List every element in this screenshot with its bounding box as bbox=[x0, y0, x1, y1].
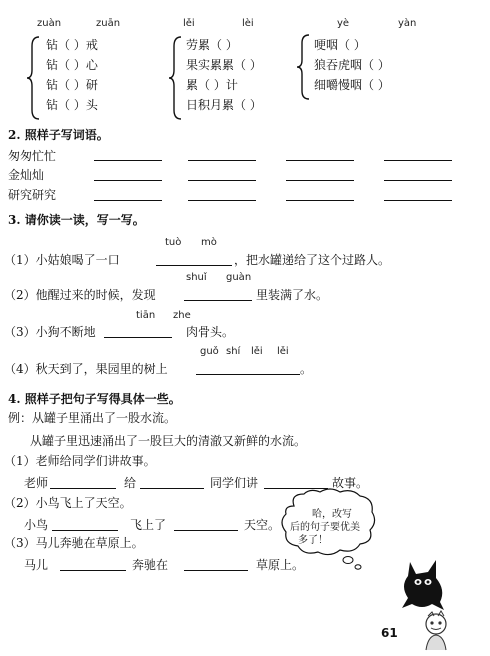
question-4-3: （3）马儿奔驰在草原上。 bbox=[4, 536, 144, 550]
example-word: 金灿灿 bbox=[8, 168, 45, 182]
question-3-1-start: （1）小姑娘喝了一口 bbox=[4, 253, 120, 267]
pinyin-shi: shí bbox=[226, 346, 241, 357]
fill-label: 故事。 bbox=[332, 476, 369, 490]
bubble-text: 哈，改写 bbox=[312, 509, 352, 520]
pinyin-guo: guǒ bbox=[200, 346, 219, 357]
group-lei-item: 日积月累（ ） bbox=[186, 98, 262, 112]
question-3-1-end: ，把水罐递给了这个过路人。 bbox=[234, 253, 391, 267]
brace-left-icon bbox=[296, 34, 312, 100]
cartoon-figure-icon bbox=[418, 610, 454, 652]
fill-label: 给 bbox=[124, 476, 137, 490]
bubble-text: 多了！ bbox=[298, 535, 328, 546]
answer-blank[interactable] bbox=[140, 488, 204, 489]
group-yan-item: 狼吞虎咽（ ） bbox=[314, 58, 390, 72]
word-blank[interactable] bbox=[94, 160, 162, 161]
brace-left-icon bbox=[168, 36, 184, 120]
fill-label: 草原上。 bbox=[256, 558, 305, 572]
fill-label: 天空。 bbox=[244, 518, 281, 532]
pinyin-ye: yè bbox=[337, 18, 350, 29]
word-blank[interactable] bbox=[384, 180, 452, 181]
question-3-3-start: （3）小狗不断地 bbox=[4, 325, 96, 339]
word-blank[interactable] bbox=[94, 200, 162, 201]
word-blank[interactable] bbox=[188, 180, 256, 181]
example-word: 研究研究 bbox=[8, 188, 57, 202]
brace-left-icon bbox=[26, 36, 42, 120]
question-3-4-end: 。 bbox=[300, 362, 313, 376]
pinyin-tian: tiān bbox=[136, 310, 156, 321]
pinyin-lei: lěi bbox=[277, 346, 289, 357]
group-yan-item: 哽咽（ ） bbox=[314, 38, 366, 52]
fill-label: 马儿 bbox=[24, 558, 49, 572]
word-blank[interactable] bbox=[286, 200, 354, 201]
cat-mascot-icon bbox=[396, 556, 452, 612]
pinyin-lei: lěi bbox=[251, 346, 263, 357]
pinyin-tuo: tuò bbox=[165, 237, 182, 248]
group-yan-item: 细嚼慢咽（ ） bbox=[314, 78, 390, 92]
question-3-2-start: （2）他醒过来的时候，发现 bbox=[4, 288, 156, 302]
section-3-title: 3. 请你读一读，写一写。 bbox=[8, 213, 145, 227]
word-blank[interactable] bbox=[286, 180, 354, 181]
fill-label: 飞上了 bbox=[130, 518, 167, 532]
group-lei-item: 劳累（ ） bbox=[186, 38, 238, 52]
pinyin-zhe: zhe bbox=[173, 310, 191, 321]
word-blank[interactable] bbox=[286, 160, 354, 161]
group-lei-item: 累（ ）计 bbox=[186, 78, 238, 92]
word-blank[interactable] bbox=[94, 180, 162, 181]
pinyin-mo: mò bbox=[201, 237, 217, 248]
word-blank[interactable] bbox=[188, 200, 256, 201]
answer-blank[interactable] bbox=[52, 530, 118, 531]
group-zuan-item: 钻（ ）戒 bbox=[46, 38, 98, 52]
pinyin-zuan4: zuàn bbox=[37, 18, 62, 29]
answer-blank[interactable] bbox=[60, 570, 126, 571]
group-zuan-item: 钻（ ）研 bbox=[46, 78, 98, 92]
word-blank[interactable] bbox=[384, 160, 452, 161]
answer-blank[interactable] bbox=[50, 488, 116, 489]
pinyin-guan: guàn bbox=[226, 272, 252, 283]
bubble-text: 后的句子要优美 bbox=[290, 522, 360, 533]
pinyin-zuan1: zuān bbox=[96, 18, 121, 29]
question-3-3-end: 肉骨头。 bbox=[186, 325, 235, 339]
pinyin-yan: yàn bbox=[398, 18, 417, 29]
example-word: 匆匆忙忙 bbox=[8, 149, 57, 163]
fill-label: 奔驰在 bbox=[132, 558, 169, 572]
pinyin-lei4: lèi bbox=[242, 18, 254, 29]
fill-label: 老师 bbox=[24, 476, 49, 490]
page-number: 61 bbox=[381, 626, 398, 640]
group-zuan-item: 钻（ ）头 bbox=[46, 98, 98, 112]
section-2-title: 2. 照样子写词语。 bbox=[8, 128, 109, 142]
question-4-2: （2）小鸟飞上了天空。 bbox=[4, 496, 132, 510]
word-blank[interactable] bbox=[384, 200, 452, 201]
fill-label: 小鸟 bbox=[24, 518, 49, 532]
answer-blank[interactable] bbox=[174, 530, 238, 531]
question-3-4-start: （4）秋天到了，果园里的树上 bbox=[4, 362, 168, 376]
fill-label: 同学们讲 bbox=[210, 476, 259, 490]
question-4-1: （1）老师给同学们讲故事。 bbox=[4, 454, 156, 468]
pinyin-lei3: lěi bbox=[183, 18, 195, 29]
example-sentence: 例：从罐子里涌出了一股水流。 bbox=[8, 411, 177, 425]
group-zuan-item: 钻（ ）心 bbox=[46, 58, 98, 72]
answer-blank[interactable] bbox=[196, 374, 300, 375]
answer-blank[interactable] bbox=[184, 300, 252, 301]
pinyin-shui: shuǐ bbox=[186, 272, 207, 283]
answer-blank[interactable] bbox=[184, 570, 248, 571]
answer-blank[interactable] bbox=[156, 265, 232, 266]
answer-blank[interactable] bbox=[104, 337, 172, 338]
example-answer: 从罐子里迅速涌出了一股巨大的清澈又新鲜的水流。 bbox=[30, 434, 307, 448]
word-blank[interactable] bbox=[188, 160, 256, 161]
section-4-title: 4. 照样子把句子写得具体一些。 bbox=[8, 392, 181, 406]
group-lei-item: 果实累累（ ） bbox=[186, 58, 262, 72]
question-3-2-end: 里装满了水。 bbox=[256, 288, 329, 302]
